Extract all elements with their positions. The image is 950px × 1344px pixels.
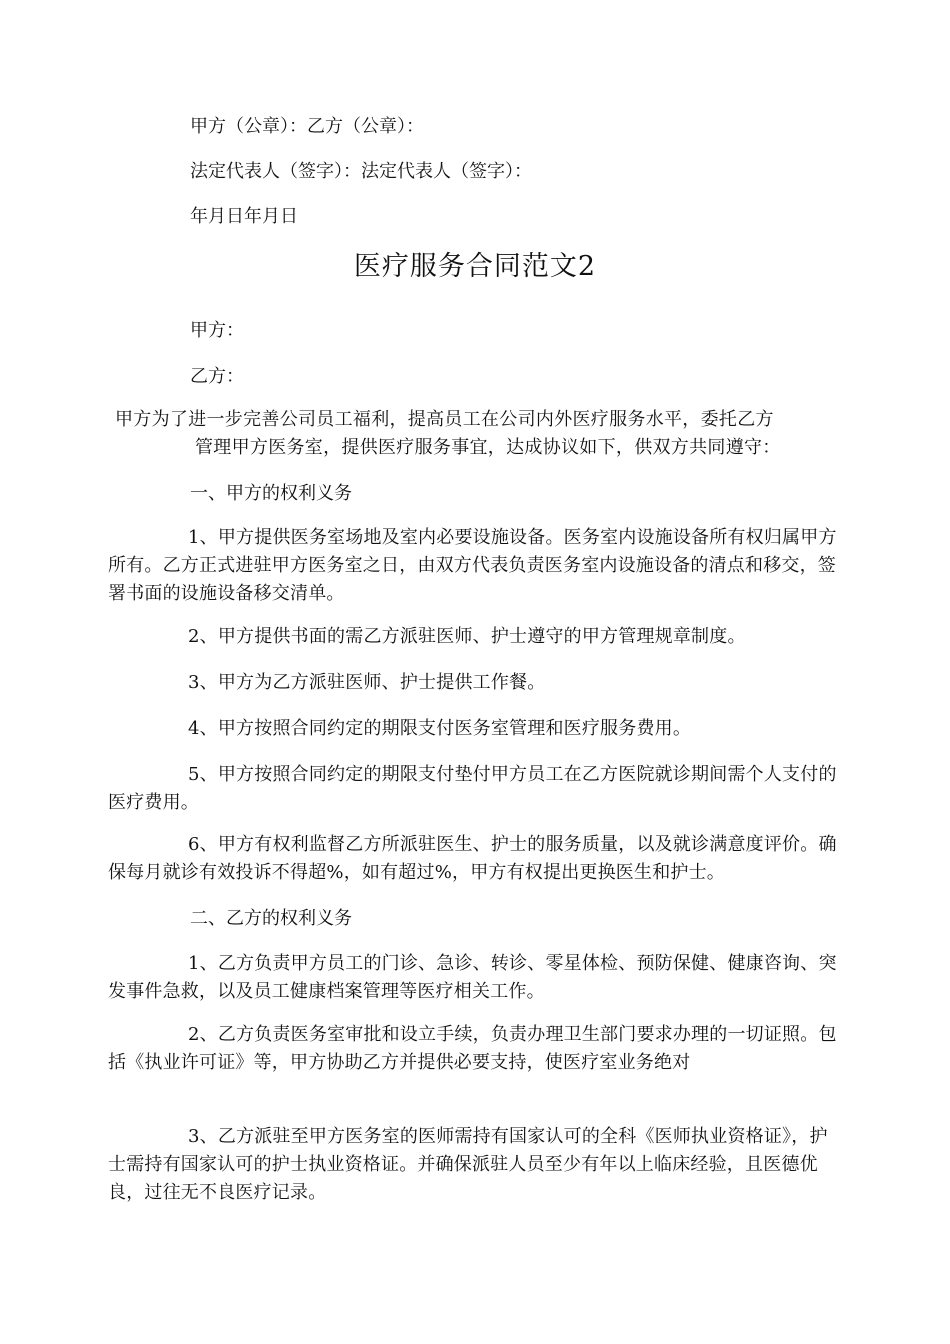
section-b-item-2: 2、乙方负责医务室审批和设立手续，负责办理卫生部门要求办理的一切证照。包括《执业许可证》等，甲方协助乙方并提供必要支持，使医疗室业务绝对 — [108, 1024, 837, 1073]
section-a-item-6: 6、甲方有权利监督乙方所派驻医生、护士的服务质量，以及就诊满意度评价。确保每月就诊有效投诉不得超%，如有超过%，甲方有权提出更换医生和护士。 — [108, 834, 837, 883]
section-a-item-1: 1、甲方提供医务室场地及室内必要设施设备。医务室内设施设备所有权归属甲方所有。乙方正式进驻甲方医务室之日，由双方代表负责医务室内设施设备的清点和移交，签署书面的设施设备移交清单。 — [108, 527, 837, 604]
party-b-label: 乙方： — [190, 366, 244, 387]
section-b-item-3: 3、乙方派驻至甲方医务室的医师需持有国家认可的全科《医师执业资格证》，护士需持有国家认可的护士执业资格证。并确保派驻人员至少有年以上临床经验，且医德优良，过往无不良医疗记录。 — [108, 1126, 828, 1203]
section-a-item-5: 5、甲方按照合同约定的期限支付垫付甲方员工在乙方医院就诊期间需个人支付的医疗费用。 — [108, 764, 837, 813]
section-a-item-4: 4、甲方按照合同约定的期限支付医务室管理和医疗服务费用。 — [188, 718, 692, 739]
section-a-item-2: 2、甲方提供书面的需乙方派驻医师、护士遵守的甲方管理规章制度。 — [188, 626, 746, 647]
document-title: 医疗服务合同范文2 — [353, 251, 597, 282]
section-a-heading: 一、甲方的权利义务 — [190, 483, 352, 504]
date-line: 年月日年月日 — [190, 206, 298, 227]
section-a-item-3: 3、甲方为乙方派驻医师、护士提供工作餐。 — [188, 672, 546, 693]
section-b-item-1: 1、乙方负责甲方员工的门诊、急诊、转诊、零星体检、预防保健、健康咨询、突发事件急救，以及员工健康档案管理等医疗相关工作。 — [108, 953, 837, 1002]
seal-line: 甲方（公章）：乙方（公章）： — [190, 116, 424, 137]
representative-line: 法定代表人（签字）：法定代表人（签字）： — [190, 161, 532, 182]
section-b-heading: 二、乙方的权利义务 — [190, 908, 352, 929]
party-a-label: 甲方： — [190, 320, 244, 341]
intro-line-1: 甲方为了进一步完善公司员工福利，提高员工在公司内外医疗服务水平，委托乙方 — [115, 409, 774, 430]
intro-line-2: 管理甲方医务室，提供医疗服务事宜，达成协议如下，供双方共同遵守： — [195, 437, 781, 458]
